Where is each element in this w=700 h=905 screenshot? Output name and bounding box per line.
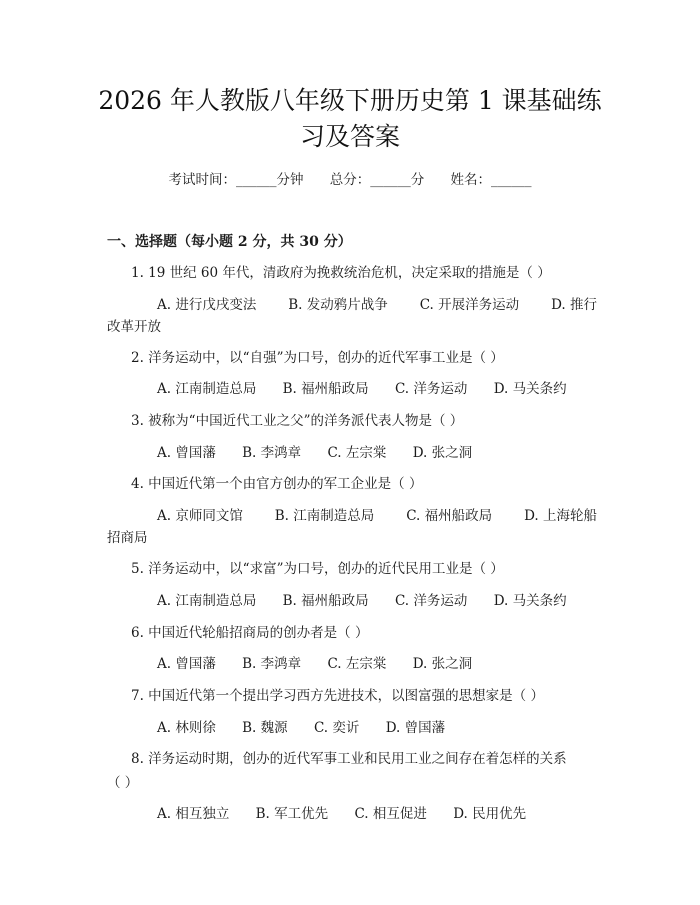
option-d: D. 马关条约	[493, 593, 567, 609]
option-c: C. 相互促进	[354, 806, 427, 822]
option-d: D. 曾国藩	[385, 720, 446, 736]
question-8-options	[157, 802, 548, 822]
option-b: B. 魏源	[242, 720, 288, 736]
option-d: D. 民用优先	[453, 806, 527, 822]
question-4-stem: 4. 中国近代第一个由官方创办的军工企业是（ ）	[131, 476, 423, 492]
question-5-stem: 5. 洋务运动中，以“求富”为口号，创办的近代民用工业是（ ）	[131, 561, 504, 577]
question-8-stem: 8. 洋务运动时期，创办的近代军事工业和民用工业之间存在着怎样的关系	[131, 751, 567, 767]
option-a: A. 京师同文馆	[157, 508, 243, 524]
name-field: 姓名：______	[450, 172, 532, 188]
question-1-stem: 1. 19 世纪 60 年代，清政府为挽救统治危机，决定采取的措施是（ ）	[131, 265, 551, 281]
question-4-options-wrap: 招商局	[107, 530, 148, 546]
option-d: D. 张之洞	[412, 656, 473, 672]
section-heading: 一、选择题（每小题 2 分，共 30 分）	[107, 234, 352, 250]
question-7-options	[157, 716, 467, 736]
question-3-stem: 3. 被称为“中国近代工业之父”的洋务派代表人物是（ ）	[131, 413, 464, 429]
option-b: B. 李鸿章	[242, 656, 302, 672]
option-a: A. 曾国藩	[157, 445, 216, 461]
option-d: D. 上海轮船	[524, 508, 597, 524]
question-2-stem: 2. 洋务运动中，以“自强”为口号，创办的近代军事工业是（ ）	[131, 350, 504, 366]
option-c: C. 福州船政局	[406, 508, 493, 524]
option-c: C. 左宗棠	[327, 445, 387, 461]
option-c: C. 洋务运动	[394, 381, 468, 397]
question-7-stem: 7. 中国近代第一个提出学习西方先进技术，以图富强的思想家是（ ）	[131, 688, 544, 704]
option-b: B. 李鸿章	[242, 445, 302, 461]
question-4-options	[157, 504, 597, 524]
option-a: A. 江南制造总局	[157, 381, 257, 397]
question-6-stem: 6. 中国近代轮船招商局的创办者是（ ）	[131, 625, 369, 641]
page-title-line2: 习及答案	[299, 122, 400, 151]
option-b: B. 发动鸦片战争	[288, 297, 388, 313]
page-title-line1: 2026 年人教版八年级下册历史第 1 课基础练	[98, 86, 602, 115]
option-b: B. 江南制造总局	[274, 508, 375, 524]
option-c: C. 洋务运动	[394, 593, 468, 609]
option-d: D. 马关条约	[493, 381, 567, 397]
option-c: C. 奕䜣	[313, 720, 360, 736]
option-b: B. 福州船政局	[282, 593, 369, 609]
option-b: B. 福州船政局	[282, 381, 369, 397]
question-1-options	[157, 293, 597, 313]
total-score-field: 总分：______分	[329, 172, 425, 188]
question-2-options	[157, 377, 589, 397]
option-a: A. 进行戊戌变法	[157, 297, 257, 313]
option-d: D. 张之洞	[412, 445, 473, 461]
option-c: C. 开展洋务运动	[419, 297, 520, 313]
question-1-options-wrap: 改革开放	[107, 319, 161, 335]
option-c: C. 左宗棠	[327, 656, 387, 672]
question-8-stem-wrap: （ ）	[107, 775, 139, 791]
option-a: A. 相互独立	[157, 806, 230, 822]
question-5-options	[157, 589, 589, 609]
question-6-options	[157, 652, 494, 672]
option-b: B. 军工优先	[255, 806, 329, 822]
option-a: A. 林则徐	[157, 720, 216, 736]
question-3-options	[157, 441, 494, 461]
exam-meta	[0, 168, 700, 188]
option-a: A. 曾国藩	[157, 656, 216, 672]
exam-time-field: 考试时间：______分钟	[168, 172, 304, 188]
option-d: D. 推行	[551, 297, 597, 313]
option-a: A. 江南制造总局	[157, 593, 257, 609]
